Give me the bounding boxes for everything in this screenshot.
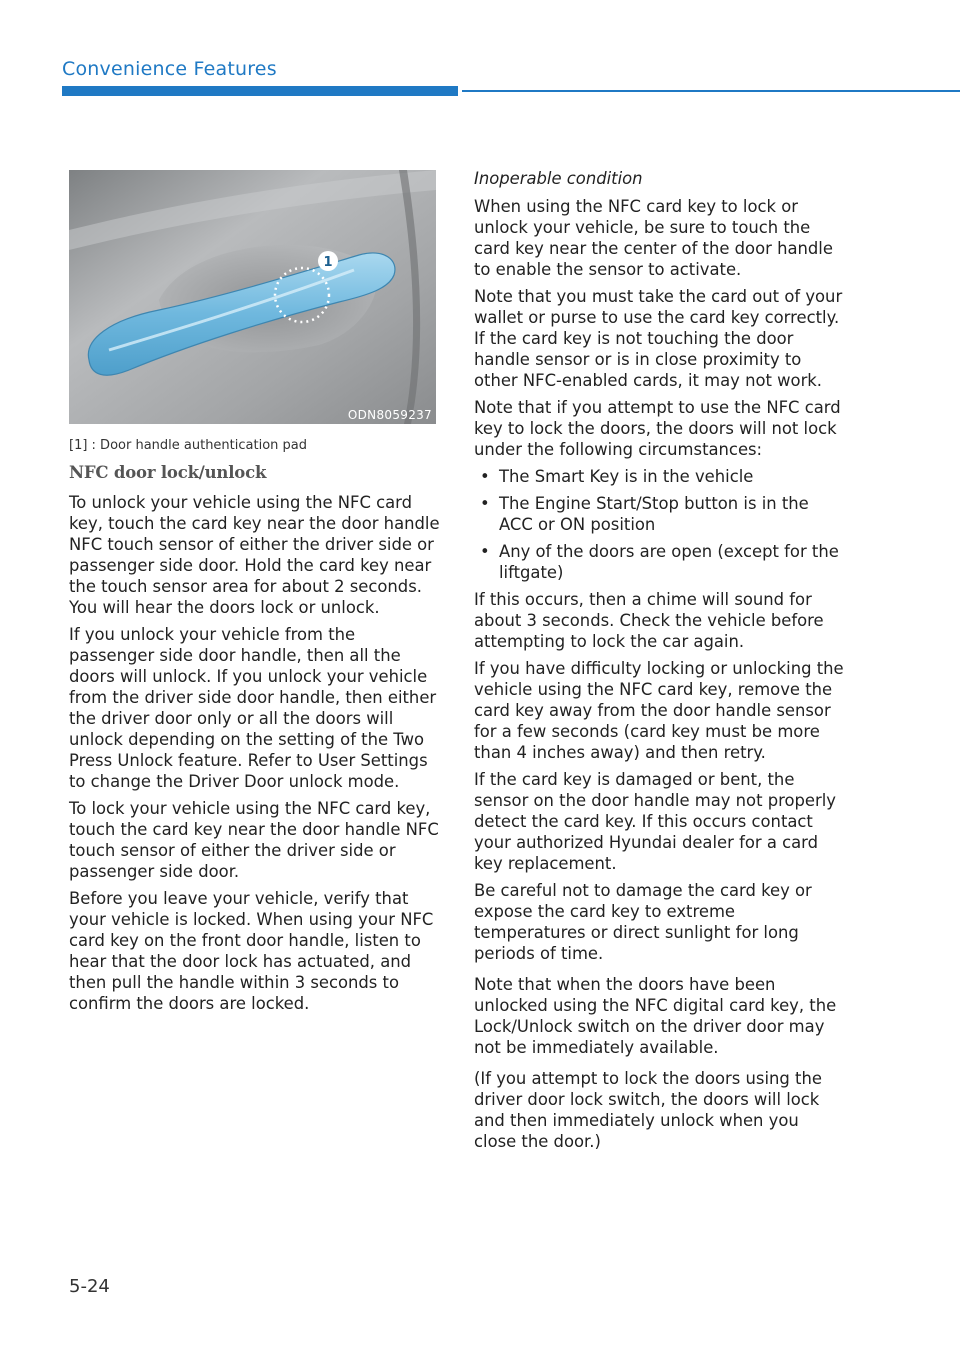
paragraph: If you have difficulty locking or unlocking the vehicle using the NFC card key, remove the card key away from the door handle sensor for a few seconds (card key must be more than 4 inches away) and then retry. [474, 659, 844, 762]
condition-list [474, 466, 844, 583]
section-title: Convenience Features [62, 58, 277, 80]
paragraph: If you unlock your vehicle from the passenger side door handle, then all the doors will unlock. If you unlock your vehicle from the driver side door handle, then either the driver door only or all the doors will unlock depending on the setting of the Two Press Unlock feature. Refer to User Settings to change the Driver Door unlock mode. [69, 625, 437, 791]
paragraph: Note that when the doors have been unlocked using the NFC digital card key, the Lock/Unlock switch on the driver door may not be immediately available. [474, 975, 837, 1057]
paragraph: Be careful not to damage the card key or expose the card key to extreme temperatures or direct sunlight for long periods of time. [474, 881, 812, 963]
paragraph: If this occurs, then a chime will sound for about 3 seconds. Check the vehicle before attempting to lock the car again. [474, 590, 824, 651]
list-item: • The Smart Key is in the vehicle [474, 466, 844, 487]
paragraph: Before you leave your vehicle, verify that your vehicle is locked. When using your NFC card key on the front door handle, listen to hear that the door lock has actuated, and then pull the handle within 3 seconds to confirm the doors are locked. [69, 889, 434, 1013]
paragraph: To lock your vehicle using the NFC card key, touch the card key near the door handle NFC touch sensor of either the driver side or passenger side door. [69, 799, 439, 881]
page-number: 5-24 [69, 1276, 110, 1297]
figure-caption: [1] : Door handle authentication pad [69, 438, 307, 453]
callout-number: 1 [323, 255, 333, 270]
list-item: • The Engine Start/Stop button is in the ACC or ON position [474, 493, 844, 535]
paragraph: Note that you must take the card out of your wallet or purse to use the card key correctly. If the card key is not touching the door handle sensor or is in close proximity to other NFC-enabled cards, it may not work. [474, 287, 843, 390]
door-handle-drawing [69, 170, 436, 424]
paragraph: (If you attempt to lock the doors using the driver door lock switch, the doors will lock and then immediately unlock when you close the door.) [474, 1069, 822, 1151]
figure-code: ODN8059237 [347, 408, 432, 422]
paragraph: When using the NFC card key to lock or unlock your vehicle, be sure to touch the card key near the center of the door handle to enable the sensor to activate. [474, 197, 833, 279]
paragraph: Note that if you attempt to use the NFC card key to lock the doors, the doors will not lock under the following circumstances: [474, 398, 841, 459]
left-column [69, 462, 441, 1020]
list-item: • Any of the doors are open (except for the liftgate) [474, 541, 844, 583]
header-rule-thick [62, 86, 458, 96]
subheading: Inoperable condition [474, 169, 643, 188]
section-heading: NFC door lock/unlock [69, 463, 267, 482]
header-rule-thin [462, 90, 960, 92]
right-column [474, 168, 844, 1158]
paragraph: If the card key is damaged or bent, the sensor on the door handle may not properly detect the card key. If this occurs contact your authorized Hyundai dealer for a card key replacement. [474, 770, 837, 873]
door-handle-illustration [69, 170, 436, 424]
paragraph: To unlock your vehicle using the NFC card key, touch the card key near the door handle NFC touch sensor of either the driver side or passenger side door. Hold the card key near the touch sensor area for about 2 seconds. You will hear the doors lock or unlock. [69, 493, 440, 617]
